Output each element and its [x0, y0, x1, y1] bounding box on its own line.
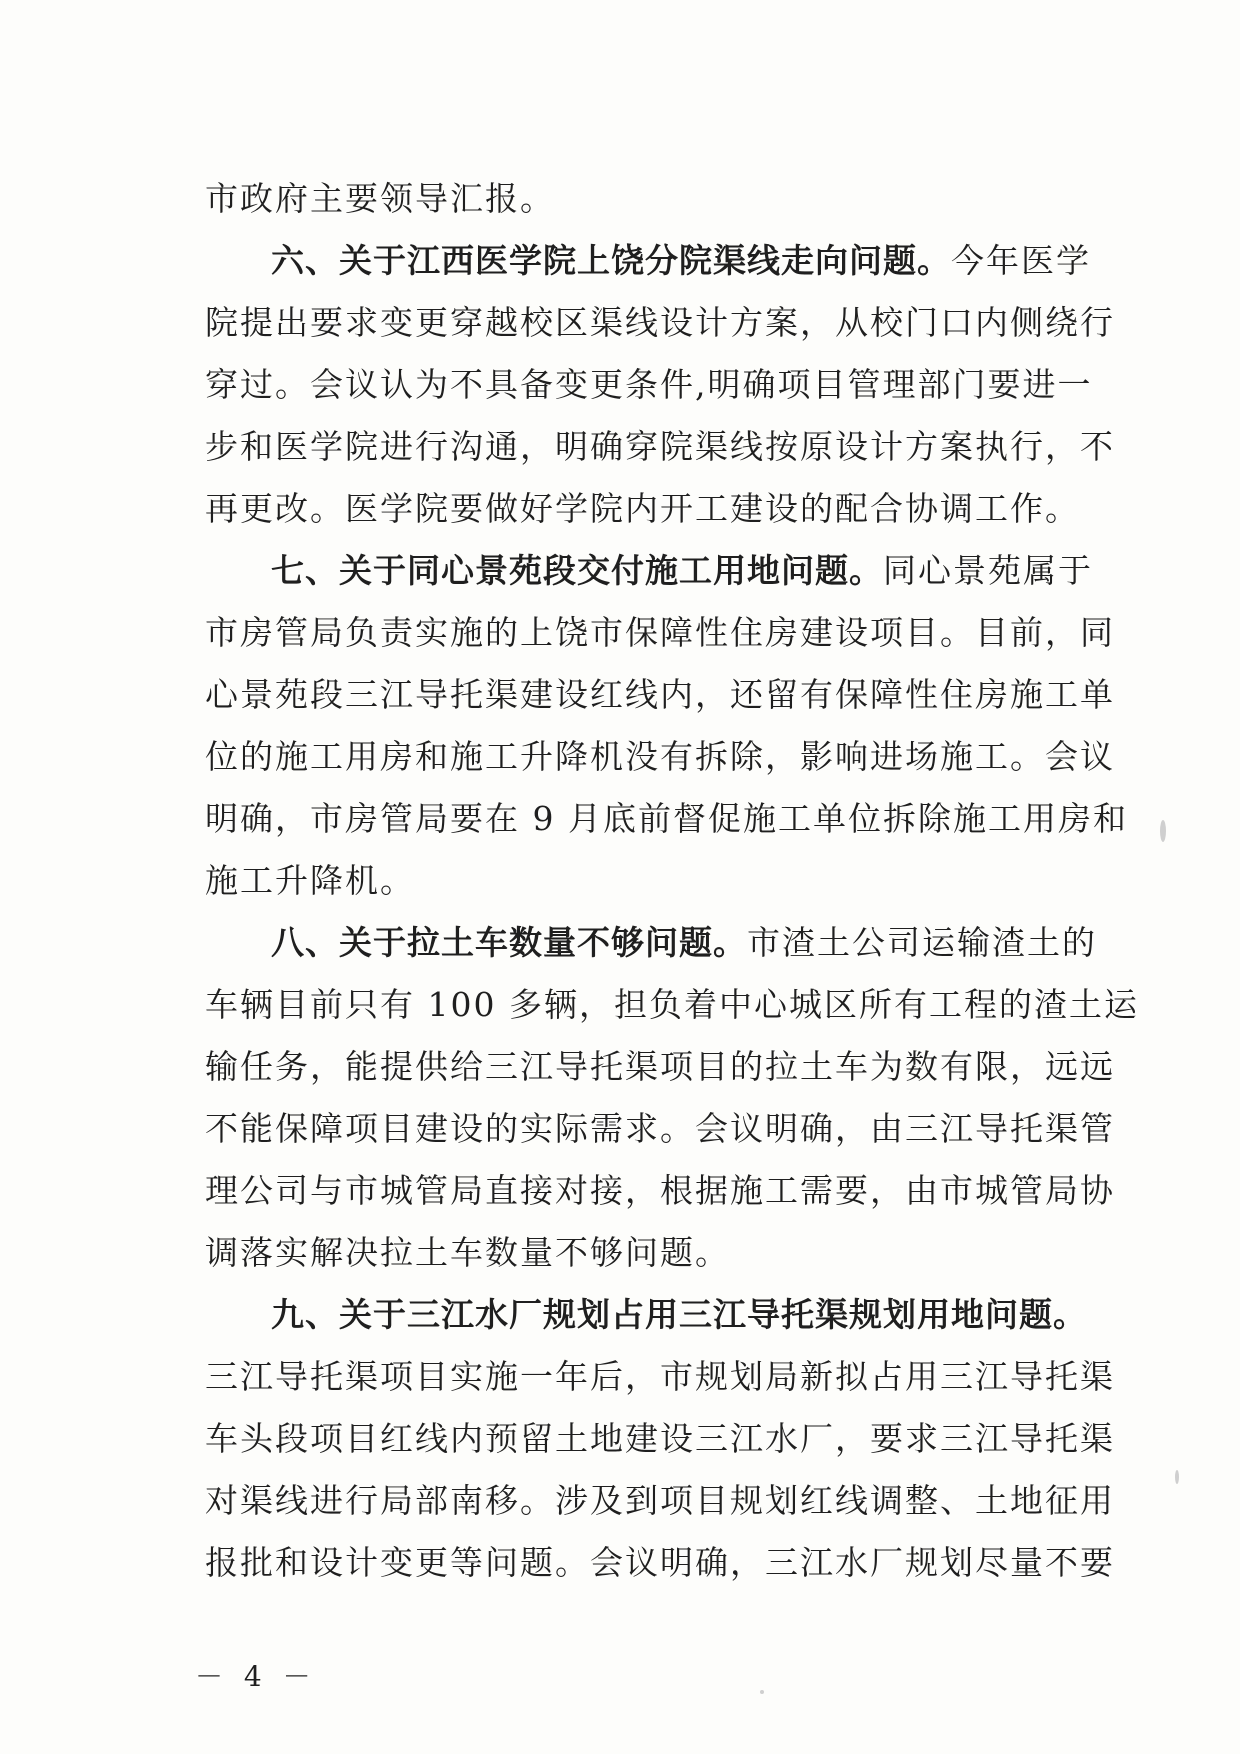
paragraph-line: 穿过。会议认为不具备变更条件,明确项目管理部门要进一: [205, 365, 1093, 404]
section-heading-seven: 七、关于同心景苑段交付施工用地问题。: [271, 551, 883, 590]
paragraph-line: 报批和设计变更等问题。会议明确，三江水厂规划尽量不要: [205, 1543, 1115, 1582]
paragraph-line: 位的施工用房和施工升降机没有拆除，影响进场施工。会议: [205, 737, 1115, 776]
paragraph-line: 输任务，能提供给三江导托渠项目的拉土车为数有限，远远: [205, 1047, 1115, 1086]
paragraph-line: 市房管局负责实施的上饶市保障性住房建设项目。目前，同: [205, 613, 1115, 652]
paragraph-line: 车辆目前只有 100 多辆，担负着中心城区所有工程的渣土运: [205, 985, 1139, 1024]
paragraph-line: 院提出要求变更穿越校区渠线设计方案，从校门口内侧绕行: [205, 303, 1115, 342]
document-body: [205, 168, 1139, 1594]
paragraph-line: 对渠线进行局部南移。涉及到项目规划红线调整、土地征用: [205, 1481, 1115, 1520]
paragraph-nine-first-line: [205, 1284, 1087, 1346]
paragraph-line: 市政府主要领导汇报。: [205, 179, 555, 218]
paragraph-line: 心景苑段三江导托渠建设红线内，还留有保障性住房施工单: [205, 675, 1115, 714]
paragraph-line: 车头段项目红线内预留土地建设三江水厂，要求三江导托渠: [205, 1419, 1115, 1458]
paragraph-line: 不能保障项目建设的实际需求。会议明确，由三江导托渠管: [205, 1109, 1115, 1148]
paragraph-line: 三江导托渠项目实施一年后，市规划局新拟占用三江导托渠: [205, 1357, 1115, 1396]
paragraph-line: 步和医学院进行沟通，明确穿院渠线按原设计方案执行，不: [205, 427, 1115, 466]
paragraph-eight-first-line: [205, 912, 1097, 974]
paragraph-text: 今年医学: [951, 241, 1091, 280]
section-heading-six: 六、关于江西医学院上饶分院渠线走向问题。: [271, 241, 951, 280]
scan-speck: [760, 1690, 764, 1694]
paragraph-line: 再更改。医学院要做好学院内开工建设的配合协调工作。: [205, 489, 1080, 528]
section-heading-eight: 八、关于拉土车数量不够问题。: [271, 923, 747, 962]
paragraph-line: 理公司与市城管局直接对接，根据施工需要，由市城管局协: [205, 1171, 1115, 1210]
paragraph-six-first-line: [205, 230, 1091, 292]
paragraph-line: 施工升降机。: [205, 861, 415, 900]
paragraph-seven-first-line: [205, 540, 1093, 602]
paragraph-line: 明确，市房管局要在 9 月底前督促施工单位拆除施工用房和: [205, 799, 1128, 838]
scan-speck: [1175, 1470, 1179, 1484]
paragraph-text: 同心景苑属于: [883, 551, 1093, 590]
scan-speck: [1160, 820, 1166, 842]
paragraph-line: 调落实解决拉土车数量不够问题。: [205, 1233, 730, 1272]
page-number: － 4 －: [195, 1660, 317, 1693]
paragraph-text: 市渣土公司运输渣土的: [747, 923, 1097, 962]
section-heading-nine: 九、关于三江水厂规划占用三江导托渠规划用地问题。: [271, 1295, 1087, 1334]
